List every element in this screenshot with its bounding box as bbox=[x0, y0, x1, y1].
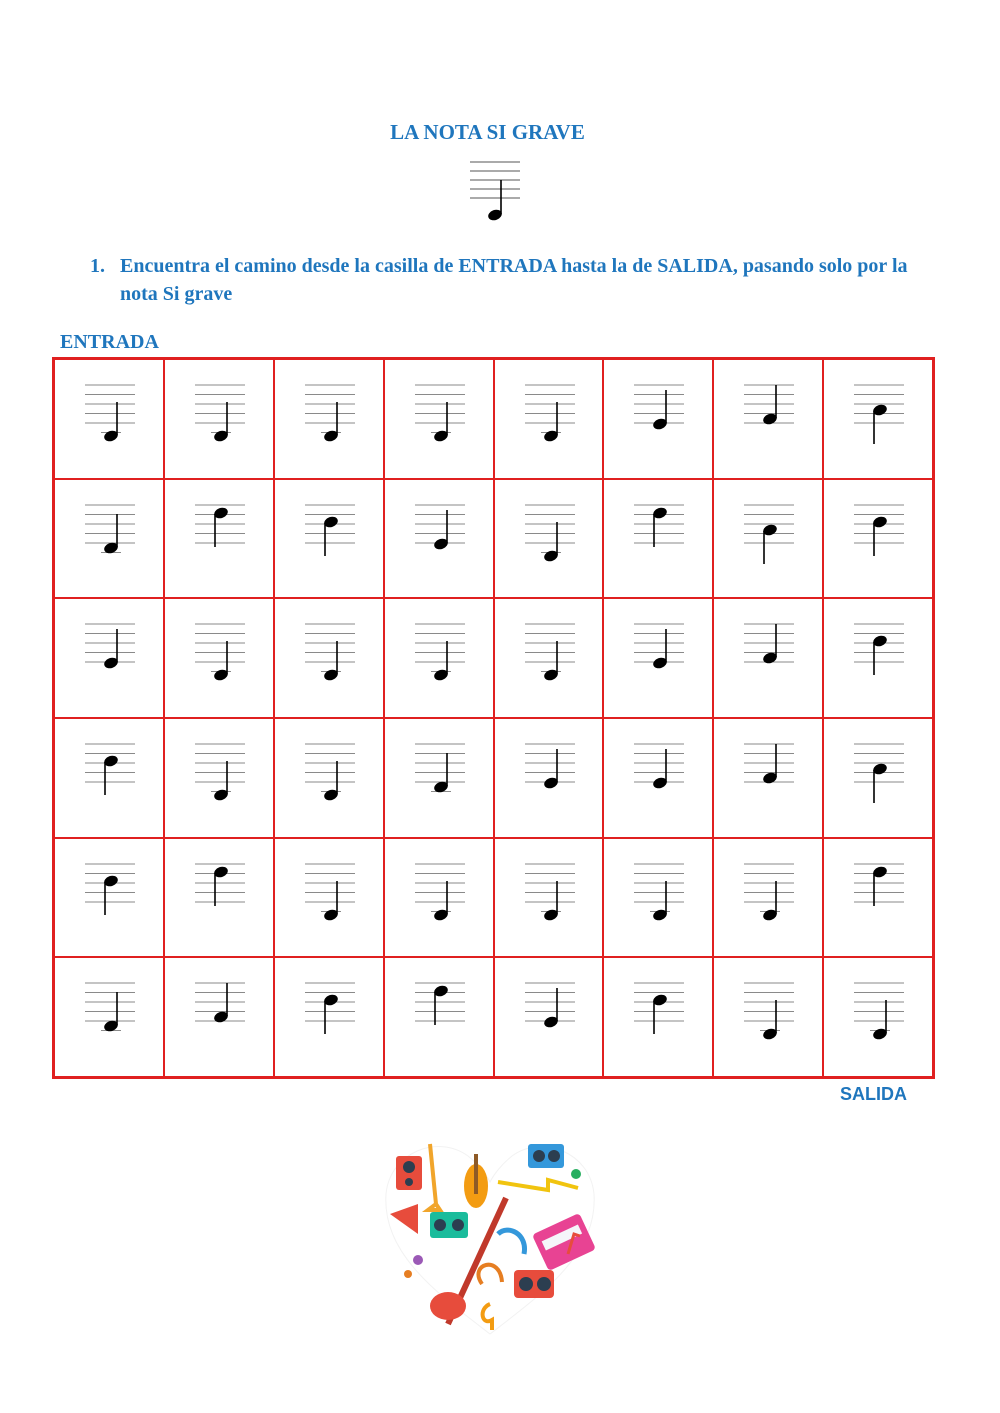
maze-cell[interactable] bbox=[274, 359, 384, 479]
maze-cell[interactable] bbox=[494, 479, 604, 599]
maze-cell[interactable] bbox=[713, 479, 823, 599]
maze-cell[interactable] bbox=[603, 479, 713, 599]
maze-cell[interactable] bbox=[603, 957, 713, 1077]
note-si-icon bbox=[275, 839, 383, 957]
maze-cell[interactable] bbox=[713, 838, 823, 958]
maze-cell[interactable] bbox=[274, 838, 384, 958]
maze-cell[interactable] bbox=[54, 957, 164, 1077]
maze-cell[interactable] bbox=[54, 838, 164, 958]
maze-cell[interactable] bbox=[823, 838, 933, 958]
salida-label: SALIDA bbox=[840, 1084, 907, 1104]
note-si-icon bbox=[495, 360, 603, 478]
maze-cell[interactable] bbox=[384, 359, 494, 479]
note-si-icon bbox=[824, 958, 932, 1076]
note-sol-icon bbox=[824, 480, 932, 598]
note-si-icon bbox=[385, 839, 493, 957]
note-re-icon bbox=[385, 480, 493, 598]
note-re-icon bbox=[495, 958, 603, 1076]
entrada-label: ENTRADA bbox=[60, 331, 159, 353]
note-sol-icon bbox=[55, 839, 163, 957]
instruction-number: 1. bbox=[90, 255, 105, 277]
note-si-icon bbox=[275, 360, 383, 478]
maze-cell[interactable] bbox=[54, 479, 164, 599]
note-fa-icon bbox=[714, 480, 822, 598]
note-mi-icon bbox=[714, 719, 822, 837]
note-sol-icon bbox=[604, 958, 712, 1076]
maze-cell[interactable] bbox=[164, 838, 274, 958]
maze-cell[interactable] bbox=[494, 718, 604, 838]
note-si-icon bbox=[714, 958, 822, 1076]
maze-cell[interactable] bbox=[384, 479, 494, 599]
maze-cell[interactable] bbox=[164, 359, 274, 479]
note-do-icon bbox=[385, 719, 493, 837]
maze-cell[interactable] bbox=[384, 718, 494, 838]
maze-cell[interactable] bbox=[603, 838, 713, 958]
maze-cell[interactable] bbox=[164, 718, 274, 838]
note-do-icon bbox=[55, 958, 163, 1076]
page-title: LA NOTA SI GRAVE bbox=[390, 120, 585, 144]
maze-cell[interactable] bbox=[494, 957, 604, 1077]
note-sol-icon bbox=[275, 958, 383, 1076]
maze-cell[interactable] bbox=[603, 598, 713, 718]
maze-cell[interactable] bbox=[823, 598, 933, 718]
maze-cell[interactable] bbox=[274, 598, 384, 718]
maze-cell[interactable] bbox=[164, 479, 274, 599]
note-si-icon bbox=[165, 360, 273, 478]
instruction bbox=[90, 252, 910, 308]
note-fa-icon bbox=[824, 360, 932, 478]
maze-cell[interactable] bbox=[54, 598, 164, 718]
note-sol-icon bbox=[55, 719, 163, 837]
maze-cell[interactable] bbox=[274, 718, 384, 838]
maze-cell[interactable] bbox=[54, 718, 164, 838]
maze-cell[interactable] bbox=[164, 598, 274, 718]
maze-cell[interactable] bbox=[823, 718, 933, 838]
maze-cell[interactable] bbox=[823, 479, 933, 599]
maze-cell[interactable] bbox=[274, 479, 384, 599]
note-la-icon bbox=[824, 839, 932, 957]
instruction-text: Encuentra el camino desde la casilla de ENTRADA hasta la de SALIDA, pasando solo por la nota Si grave bbox=[120, 255, 908, 305]
note-si-icon bbox=[385, 599, 493, 717]
maze-cell[interactable] bbox=[823, 957, 933, 1077]
note-si-icon bbox=[275, 599, 383, 717]
maze-cell[interactable] bbox=[54, 359, 164, 479]
note-si-icon bbox=[55, 360, 163, 478]
note-mi-icon bbox=[714, 360, 822, 478]
note-sol-icon bbox=[275, 480, 383, 598]
si-grave-note-icon bbox=[468, 160, 524, 224]
maze-cell[interactable] bbox=[384, 598, 494, 718]
maze-cell[interactable] bbox=[494, 838, 604, 958]
maze-cell[interactable] bbox=[713, 359, 823, 479]
note-la-icon bbox=[385, 958, 493, 1076]
note-re-icon bbox=[604, 719, 712, 837]
note-fa-icon bbox=[824, 719, 932, 837]
maze-cell[interactable] bbox=[384, 957, 494, 1077]
note-mi-icon bbox=[714, 599, 822, 717]
note-si-icon bbox=[604, 839, 712, 957]
note-si-icon bbox=[495, 599, 603, 717]
maze-cell[interactable] bbox=[164, 957, 274, 1077]
maze-cell[interactable] bbox=[494, 598, 604, 718]
note-sol-icon bbox=[824, 599, 932, 717]
note-la-icon bbox=[604, 480, 712, 598]
note-mi-icon bbox=[165, 958, 273, 1076]
music-instruments-heart-icon bbox=[378, 1134, 602, 1340]
note-si-icon bbox=[714, 839, 822, 957]
note-do-icon bbox=[55, 480, 163, 598]
note-la-icon bbox=[165, 480, 273, 598]
maze-cell[interactable] bbox=[823, 359, 933, 479]
maze-cell[interactable] bbox=[384, 838, 494, 958]
maze-grid bbox=[52, 357, 935, 1079]
note-re-icon bbox=[604, 599, 712, 717]
maze-cell[interactable] bbox=[274, 957, 384, 1077]
maze-cell[interactable] bbox=[603, 359, 713, 479]
note-si-icon bbox=[165, 719, 273, 837]
note-re-icon bbox=[604, 360, 712, 478]
maze-cell[interactable] bbox=[713, 718, 823, 838]
maze-cell[interactable] bbox=[713, 957, 823, 1077]
note-re-icon bbox=[495, 719, 603, 837]
note-si-icon bbox=[165, 599, 273, 717]
note-re-icon bbox=[55, 599, 163, 717]
note-si-icon bbox=[495, 839, 603, 957]
note-si-icon bbox=[275, 719, 383, 837]
note-la-icon bbox=[165, 839, 273, 957]
maze-cell[interactable] bbox=[713, 598, 823, 718]
note-si-icon bbox=[385, 360, 493, 478]
maze-cell[interactable] bbox=[603, 718, 713, 838]
maze-cell[interactable] bbox=[494, 359, 604, 479]
note-si-icon bbox=[495, 480, 603, 598]
